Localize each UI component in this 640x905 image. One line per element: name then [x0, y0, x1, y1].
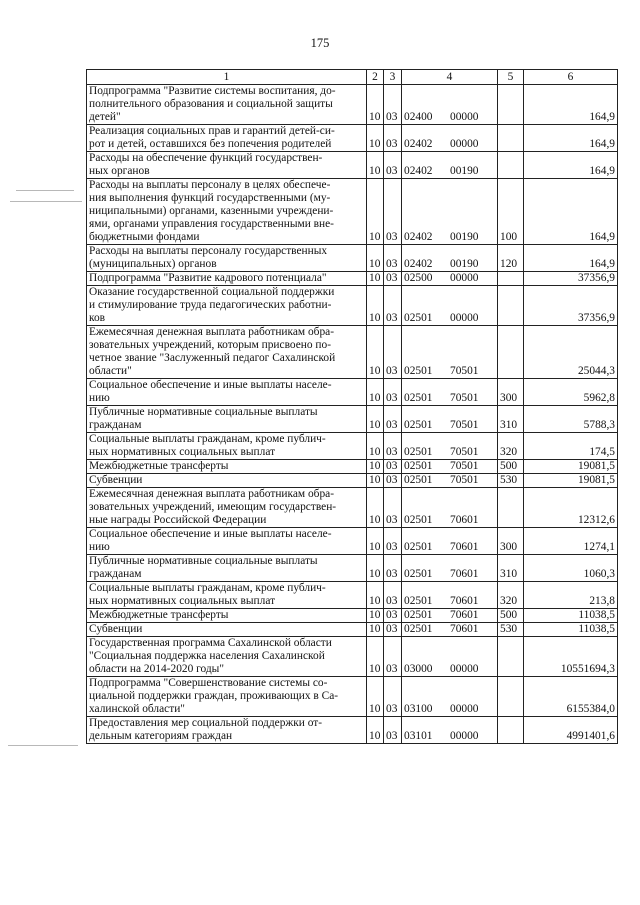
section-code: 10	[367, 286, 384, 326]
row-title-line: зовательных учреждений, которым присвоено по-	[89, 339, 331, 351]
amount: 10551694,3	[524, 637, 618, 677]
target-article-direction: 70601	[450, 609, 479, 621]
target-article-direction: 70601	[450, 595, 479, 607]
table-row	[87, 488, 618, 528]
row-title-line: гражданам	[89, 419, 142, 431]
subsection-code: 03	[384, 582, 402, 609]
amount: 11038,5	[524, 623, 618, 637]
section-code: 10	[367, 326, 384, 379]
table-row	[87, 406, 618, 433]
row-title-line: Подпрограмма "Совершенствование системы со-	[89, 677, 328, 689]
subsection-code: 03	[384, 326, 402, 379]
table-row	[87, 609, 618, 623]
target-article	[402, 85, 498, 125]
target-article	[402, 460, 498, 474]
row-title-line: четное звание "Заслуженный педагог Сахалинской	[89, 352, 336, 364]
target-article-program: 02501	[404, 474, 433, 486]
target-article	[402, 379, 498, 406]
row-title-line: "Социальная поддержка населения Сахалинской	[89, 650, 325, 662]
table-row	[87, 582, 618, 609]
target-article	[402, 609, 498, 623]
table-body	[87, 85, 618, 744]
amount: 11038,5	[524, 609, 618, 623]
row-title-line: Предоставления мер социальной поддержки от-	[89, 717, 323, 729]
row-title-line: халинской области"	[89, 703, 185, 715]
amount: 19081,5	[524, 460, 618, 474]
header-col-4: 4	[402, 70, 498, 85]
row-title	[87, 85, 367, 125]
row-title	[87, 582, 367, 609]
section-code: 10	[367, 433, 384, 460]
header-col-2: 2	[367, 70, 384, 85]
amount: 174,5	[524, 433, 618, 460]
amount: 164,9	[524, 245, 618, 272]
scan-mark	[8, 745, 78, 746]
section-code: 10	[367, 272, 384, 286]
row-title-line: Межбюджетные трансферты	[89, 609, 229, 621]
row-title-line: нию	[89, 541, 110, 553]
row-title-line: Социальные выплаты гражданам, кроме публич-	[89, 433, 326, 445]
expense-type: 500	[498, 609, 524, 623]
table-row	[87, 152, 618, 179]
target-article-program: 02501	[404, 595, 433, 607]
row-title-line: нию	[89, 392, 110, 404]
row-title-line: ных органов	[89, 165, 150, 177]
row-title-line: циальной поддержки граждан, проживающих в Са-	[89, 690, 339, 702]
expense-type	[498, 637, 524, 677]
row-title	[87, 379, 367, 406]
row-title-line: Оказание государственной социальной поддержки	[89, 286, 335, 298]
table-row	[87, 677, 618, 717]
subsection-code: 03	[384, 245, 402, 272]
row-title-line: Подпрограмма "Развитие кадрового потенциала"	[89, 272, 327, 284]
header-col-3: 3	[384, 70, 402, 85]
header-col-6: 6	[524, 70, 618, 85]
row-title-line: области"	[89, 365, 132, 377]
table-row	[87, 326, 618, 379]
amount: 164,9	[524, 85, 618, 125]
section-code: 10	[367, 85, 384, 125]
row-title-line: зовательных учреждений, имеющим государствен-	[89, 501, 337, 513]
target-article-program: 02501	[404, 609, 433, 621]
expense-type: 300	[498, 379, 524, 406]
expense-type	[498, 326, 524, 379]
target-article-direction: 70501	[450, 446, 479, 458]
section-code: 10	[367, 582, 384, 609]
subsection-code: 03	[384, 488, 402, 528]
target-article-direction: 00000	[450, 730, 479, 742]
expense-type	[498, 85, 524, 125]
table-row	[87, 555, 618, 582]
page-number: 175	[310, 36, 330, 50]
subsection-code: 03	[384, 528, 402, 555]
row-title-line: дельным категориям граждан	[89, 730, 233, 742]
row-title	[87, 460, 367, 474]
subsection-code: 03	[384, 555, 402, 582]
section-code: 10	[367, 474, 384, 488]
amount: 164,9	[524, 125, 618, 152]
table-row	[87, 460, 618, 474]
section-code: 10	[367, 406, 384, 433]
row-title	[87, 286, 367, 326]
amount: 164,9	[524, 179, 618, 245]
row-title-line: полнительного образования и социальной защиты	[89, 98, 333, 110]
target-article-program: 02501	[404, 541, 433, 553]
target-article-program: 02501	[404, 419, 433, 431]
expense-type: 310	[498, 555, 524, 582]
target-article	[402, 406, 498, 433]
target-article	[402, 433, 498, 460]
target-article	[402, 152, 498, 179]
subsection-code: 03	[384, 623, 402, 637]
row-title-line: Субвенции	[89, 623, 143, 635]
table-row	[87, 85, 618, 125]
expense-type: 500	[498, 460, 524, 474]
expense-type	[498, 488, 524, 528]
row-title-line: Расходы на выплаты персоналу в целях обеспече-	[89, 179, 331, 191]
subsection-code: 03	[384, 474, 402, 488]
row-title-line: Ежемесячная денежная выплата работникам обра-	[89, 326, 335, 338]
table-row	[87, 125, 618, 152]
expense-type	[498, 677, 524, 717]
table-row	[87, 637, 618, 677]
subsection-code: 03	[384, 125, 402, 152]
row-title-line: Межбюджетные трансферты	[89, 460, 229, 472]
amount: 5788,3	[524, 406, 618, 433]
row-title-line: детей"	[89, 111, 121, 123]
row-title-line: ниципальными) органами, казенными учреждени-	[89, 205, 334, 217]
table-row	[87, 286, 618, 326]
target-article-program: 03000	[404, 663, 433, 675]
row-title-line: Реализация социальных прав и гарантий детей-си-	[89, 125, 335, 137]
subsection-code: 03	[384, 85, 402, 125]
amount: 37356,9	[524, 286, 618, 326]
target-article	[402, 245, 498, 272]
row-title	[87, 637, 367, 677]
section-code: 10	[367, 717, 384, 744]
row-title	[87, 717, 367, 744]
row-title	[87, 152, 367, 179]
subsection-code: 03	[384, 460, 402, 474]
expense-type: 530	[498, 474, 524, 488]
section-code: 10	[367, 488, 384, 528]
section-code: 10	[367, 677, 384, 717]
scan-mark	[10, 201, 82, 202]
target-article	[402, 272, 498, 286]
row-title	[87, 623, 367, 637]
scan-mark	[16, 190, 74, 191]
target-article	[402, 582, 498, 609]
target-article	[402, 528, 498, 555]
row-title	[87, 677, 367, 717]
row-title	[87, 406, 367, 433]
expense-type: 100	[498, 179, 524, 245]
amount: 37356,9	[524, 272, 618, 286]
expense-type: 320	[498, 433, 524, 460]
row-title-line: ные награды Российской Федерации	[89, 514, 267, 526]
subsection-code: 03	[384, 677, 402, 717]
row-title	[87, 555, 367, 582]
table-row	[87, 245, 618, 272]
expense-type: 120	[498, 245, 524, 272]
target-article-program: 03101	[404, 730, 433, 742]
header-col-5: 5	[498, 70, 524, 85]
row-title-line: бюджетными фондами	[89, 231, 200, 243]
row-title-line: и стимулирование труда педагогических работни-	[89, 299, 332, 311]
table-row	[87, 528, 618, 555]
table-row	[87, 474, 618, 488]
target-article-program: 02500	[404, 272, 433, 284]
target-article-direction: 00000	[450, 663, 479, 675]
subsection-code: 03	[384, 717, 402, 744]
subsection-code: 03	[384, 286, 402, 326]
target-article	[402, 125, 498, 152]
row-title-line: области на 2014-2020 годы"	[89, 663, 224, 675]
target-article-direction: 70601	[450, 541, 479, 553]
subsection-code: 03	[384, 272, 402, 286]
expense-type	[498, 286, 524, 326]
target-article-direction: 70501	[450, 419, 479, 431]
header-col-1: 1	[87, 70, 367, 85]
row-title	[87, 125, 367, 152]
row-title	[87, 488, 367, 528]
row-title-line: гражданам	[89, 568, 142, 580]
subsection-code: 03	[384, 379, 402, 406]
amount: 6155384,0	[524, 677, 618, 717]
target-article-direction: 00000	[450, 111, 479, 123]
target-article	[402, 179, 498, 245]
row-title-line: ных нормативных социальных выплат	[89, 446, 276, 458]
row-title-line: Публичные нормативные социальные выплаты	[89, 406, 318, 418]
row-title	[87, 609, 367, 623]
section-code: 10	[367, 379, 384, 406]
target-article-program: 02501	[404, 623, 433, 635]
expense-type: 530	[498, 623, 524, 637]
subsection-code: 03	[384, 433, 402, 460]
row-title-line: ями, органами управления государственными вне-	[89, 218, 334, 230]
section-code: 10	[367, 460, 384, 474]
section-code: 10	[367, 179, 384, 245]
row-title-line: Социальное обеспечение и иные выплаты населе-	[89, 379, 332, 391]
subsection-code: 03	[384, 609, 402, 623]
target-article-program: 02501	[404, 568, 433, 580]
target-article	[402, 637, 498, 677]
amount: 19081,5	[524, 474, 618, 488]
section-code: 10	[367, 623, 384, 637]
row-title-line: Публичные нормативные социальные выплаты	[89, 555, 318, 567]
table-row	[87, 623, 618, 637]
target-article-direction: 00000	[450, 703, 479, 715]
row-title	[87, 474, 367, 488]
expense-type	[498, 717, 524, 744]
table-row	[87, 717, 618, 744]
budget-table	[86, 69, 618, 744]
expense-type: 310	[498, 406, 524, 433]
amount: 12312,6	[524, 488, 618, 528]
target-article-direction: 00190	[450, 258, 479, 270]
target-article-direction: 00190	[450, 165, 479, 177]
row-title-line: Государственная программа Сахалинской области	[89, 637, 332, 649]
target-article-direction: 00000	[450, 138, 479, 150]
row-title	[87, 245, 367, 272]
amount: 213,8	[524, 582, 618, 609]
target-article	[402, 717, 498, 744]
target-article-program: 02402	[404, 138, 433, 150]
target-article-program: 02402	[404, 165, 433, 177]
target-article	[402, 286, 498, 326]
target-article-program: 02402	[404, 231, 433, 243]
target-article	[402, 677, 498, 717]
section-code: 10	[367, 528, 384, 555]
row-title-line: Ежемесячная денежная выплата работникам обра-	[89, 488, 335, 500]
row-title-line: (муниципальных) органов	[89, 258, 217, 270]
target-article-direction: 70501	[450, 365, 479, 377]
target-article	[402, 623, 498, 637]
target-article-program: 02501	[404, 460, 433, 472]
subsection-code: 03	[384, 637, 402, 677]
target-article-direction: 70501	[450, 460, 479, 472]
target-article	[402, 474, 498, 488]
row-title-line: Подпрограмма "Развитие системы воспитания, до-	[89, 85, 336, 97]
amount: 1274,1	[524, 528, 618, 555]
row-title-line: ния выполнения функций государственными (му-	[89, 192, 331, 204]
row-title-line: ков	[89, 312, 106, 324]
target-article-program: 03100	[404, 703, 433, 715]
amount: 1060,3	[524, 555, 618, 582]
target-article	[402, 488, 498, 528]
table-row	[87, 272, 618, 286]
section-code: 10	[367, 637, 384, 677]
amount: 5962,8	[524, 379, 618, 406]
subsection-code: 03	[384, 179, 402, 245]
expense-type	[498, 125, 524, 152]
row-title	[87, 528, 367, 555]
target-article-program: 02501	[404, 365, 433, 377]
target-article	[402, 326, 498, 379]
target-article-direction: 70501	[450, 392, 479, 404]
subsection-code: 03	[384, 152, 402, 179]
target-article-direction: 00000	[450, 272, 479, 284]
row-title	[87, 326, 367, 379]
target-article-program: 02501	[404, 514, 433, 526]
row-title	[87, 433, 367, 460]
target-article-direction: 70601	[450, 514, 479, 526]
amount: 25044,3	[524, 326, 618, 379]
amount: 164,9	[524, 152, 618, 179]
target-article-direction: 00000	[450, 312, 479, 324]
table-row	[87, 179, 618, 245]
target-article-direction: 00190	[450, 231, 479, 243]
row-title-line: Социальное обеспечение и иные выплаты населе-	[89, 528, 332, 540]
target-article-direction: 70601	[450, 568, 479, 580]
expense-type: 320	[498, 582, 524, 609]
subsection-code: 03	[384, 406, 402, 433]
table-header	[87, 70, 618, 85]
section-code: 10	[367, 609, 384, 623]
row-title-line: рот и детей, оставшихся без попечения родителей	[89, 138, 332, 150]
target-article-program: 02501	[404, 392, 433, 404]
row-title	[87, 272, 367, 286]
table-row	[87, 379, 618, 406]
row-title-line: ных нормативных социальных выплат	[89, 595, 276, 607]
row-title-line: Расходы на выплаты персоналу государственных	[89, 245, 328, 257]
row-title-line: Социальные выплаты гражданам, кроме публич-	[89, 582, 326, 594]
section-code: 10	[367, 152, 384, 179]
target-article-direction: 70501	[450, 474, 479, 486]
expense-type	[498, 152, 524, 179]
row-title-line: Расходы на обеспечение функций государствен-	[89, 152, 323, 164]
target-article-program: 02402	[404, 258, 433, 270]
row-title	[87, 179, 367, 245]
expense-type	[498, 272, 524, 286]
table-row	[87, 433, 618, 460]
target-article-program: 02501	[404, 312, 433, 324]
target-article	[402, 555, 498, 582]
target-article-program: 02400	[404, 111, 433, 123]
section-code: 10	[367, 555, 384, 582]
expense-type: 300	[498, 528, 524, 555]
section-code: 10	[367, 245, 384, 272]
amount: 4991401,6	[524, 717, 618, 744]
row-title-line: Субвенции	[89, 474, 143, 486]
section-code: 10	[367, 125, 384, 152]
target-article-direction: 70601	[450, 623, 479, 635]
target-article-program: 02501	[404, 446, 433, 458]
